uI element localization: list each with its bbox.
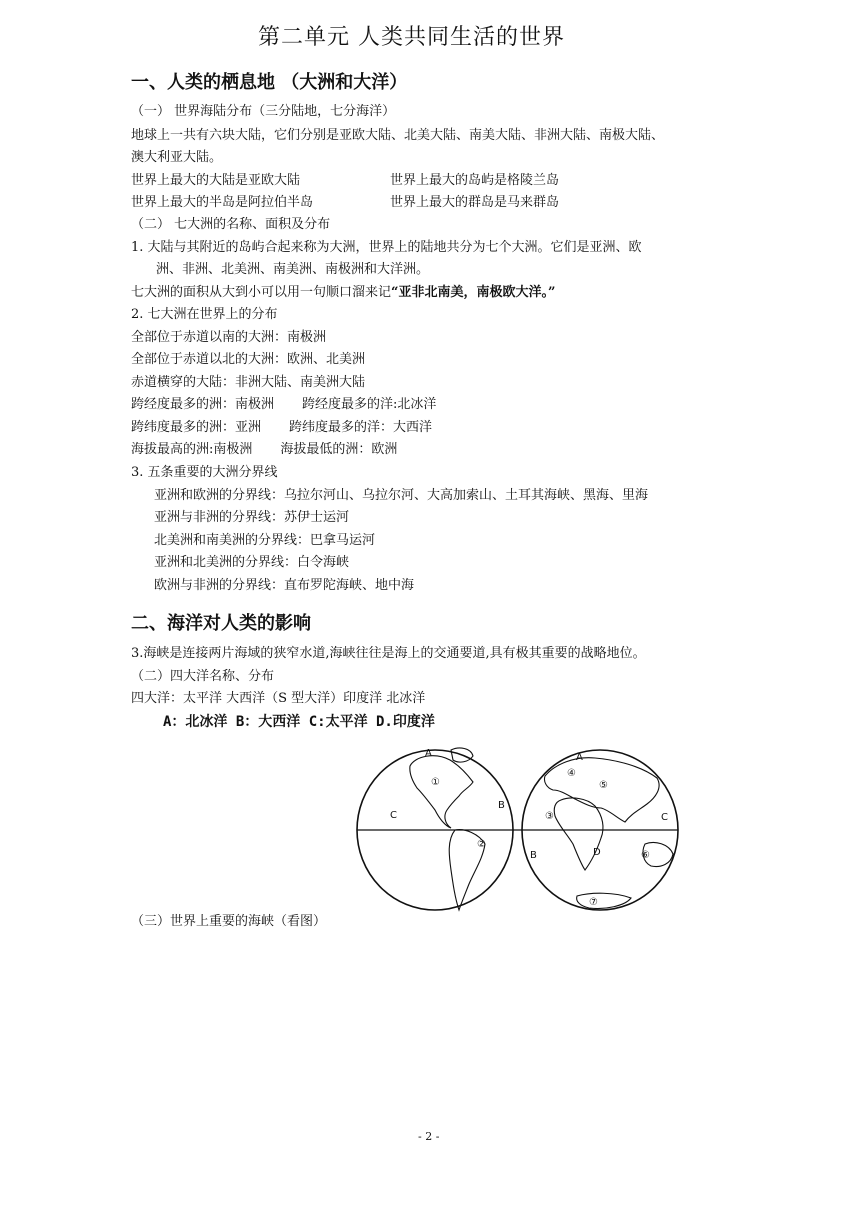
latitude-ocean: 跨纬度最多的洋：大西洋 bbox=[289, 420, 433, 435]
boundary-europe-africa: 欧洲与非洲的分界线：直布罗陀海峡、地中海 bbox=[154, 578, 415, 593]
altitude-highest: 海拔最高的洲:南极洲 bbox=[131, 442, 253, 457]
latitude-continent: 跨纬度最多的洲：亚洲 bbox=[131, 420, 262, 435]
right-label-a: A bbox=[576, 752, 583, 763]
left-label-1: ① bbox=[431, 777, 440, 788]
altitude-lowest: 海拔最低的洲：欧洲 bbox=[280, 442, 398, 457]
fact-largest-island: 世界上最大的岛屿是格陵兰岛 bbox=[390, 173, 560, 188]
distribution-south: 全部位于赤道以南的大洲：南极洲 bbox=[131, 330, 327, 345]
longitude-facts bbox=[131, 394, 436, 416]
subheading-straits: （三）世界上重要的海峡（看图） bbox=[131, 914, 327, 929]
altitude-facts bbox=[131, 439, 397, 461]
page-title: 第二单元 人类共同生活的世界 bbox=[258, 25, 565, 50]
longitude-ocean: 跨经度最多的洋:北冰洋 bbox=[302, 397, 437, 412]
boundary-asia-europe: 亚洲和欧洲的分界线：乌拉尔河山、乌拉尔河、大高加索山、土耳其海峡、黑海、里海 bbox=[154, 488, 649, 503]
four-oceans-list: 四大洋：太平洋 大西洋（S 型大洋）印度洋 北冰洋 bbox=[131, 691, 426, 706]
right-label-d: D bbox=[593, 847, 601, 858]
section-1-heading: 一、人类的栖息地 （大洲和大洋） bbox=[131, 72, 408, 93]
paragraph-continents-line1: 地球上一共有六块大陆，它们分别是亚欧大陆、北美大陆、南美大陆、非洲大陆、南极大陆、 bbox=[131, 128, 665, 143]
distribution-equator: 赤道横穿的大陆：非洲大陆、南美洲大陆 bbox=[131, 375, 366, 390]
section-2-heading: 二、海洋对人类的影响 bbox=[131, 613, 311, 634]
paragraph-continents-line2: 澳大利亚大陆。 bbox=[131, 150, 223, 165]
world-hemispheres-map bbox=[355, 738, 690, 918]
ocean-answer-key: A：北冰洋 B：大西洋 C:太平洋 D.印度洋 bbox=[163, 714, 435, 730]
boundary-asia-africa: 亚洲与非洲的分界线：苏伊士运河 bbox=[154, 510, 350, 525]
fact-largest-peninsula: 世界上最大的半岛是阿拉伯半岛 bbox=[131, 195, 314, 210]
subheading-land-sea: （一） 世界海陆分布（三分陆地，七分海洋） bbox=[131, 104, 396, 119]
item-1-line2: 洲、非洲、北美洲、南美洲、南极洲和大洋洲。 bbox=[156, 262, 430, 277]
north-america-shape bbox=[410, 756, 473, 828]
item-1-line1: 1. 大陆与其附近的岛屿合起来称为大洲，世界上的陆地共分为七个大洲。它们是亚洲、欧 bbox=[131, 240, 642, 255]
right-label-5: ⑤ bbox=[599, 780, 608, 791]
left-label-c: C bbox=[390, 810, 397, 821]
left-label-2: ② bbox=[477, 839, 486, 850]
strait-definition: 3.海峡是连接两片海域的狭窄水道,海峡往往是海上的交通要道,具有极其重要的战略地位。 bbox=[131, 646, 646, 661]
rhyme-line bbox=[131, 282, 555, 304]
longitude-continent: 跨经度最多的洲：南极洲 bbox=[131, 397, 275, 412]
left-label-b: B bbox=[498, 800, 505, 811]
boundary-asia-northamerica: 亚洲和北美洲的分界线：白令海峡 bbox=[154, 555, 350, 570]
right-label-3: ③ bbox=[545, 811, 554, 822]
fact-largest-continent: 世界上最大的大陆是亚欧大陆 bbox=[131, 173, 301, 188]
right-label-c: C bbox=[661, 812, 668, 823]
rhyme-prefix: 七大洲的面积从大到小可以用一句顺口溜来记 bbox=[131, 285, 392, 300]
right-label-7: ⑦ bbox=[589, 897, 598, 908]
africa-shape bbox=[554, 798, 603, 870]
right-label-b: B bbox=[530, 850, 537, 861]
rhyme-mnemonic: “亚非北南美，南极欧大洋。” bbox=[391, 285, 556, 300]
boundary-americas: 北美洲和南美洲的分界线：巴拿马运河 bbox=[154, 533, 376, 548]
fact-largest-archipelago: 世界上最大的群岛是马来群岛 bbox=[390, 195, 560, 210]
subheading-four-oceans: （二）四大洋名称、分布 bbox=[131, 669, 275, 684]
right-label-6: ⑥ bbox=[641, 850, 650, 861]
right-label-4: ④ bbox=[567, 768, 576, 779]
item-3-heading: 3. 五条重要的大洲分界线 bbox=[131, 465, 278, 480]
latitude-facts bbox=[131, 417, 432, 439]
page-number: - 2 - bbox=[418, 1130, 440, 1143]
item-2-heading: 2. 七大洲在世界上的分布 bbox=[131, 307, 278, 322]
distribution-north: 全部位于赤道以北的大洲：欧洲、北美洲 bbox=[131, 352, 366, 367]
left-label-a: A bbox=[425, 748, 432, 759]
subheading-seven-continents: （二） 七大洲的名称、面积及分布 bbox=[131, 217, 331, 232]
